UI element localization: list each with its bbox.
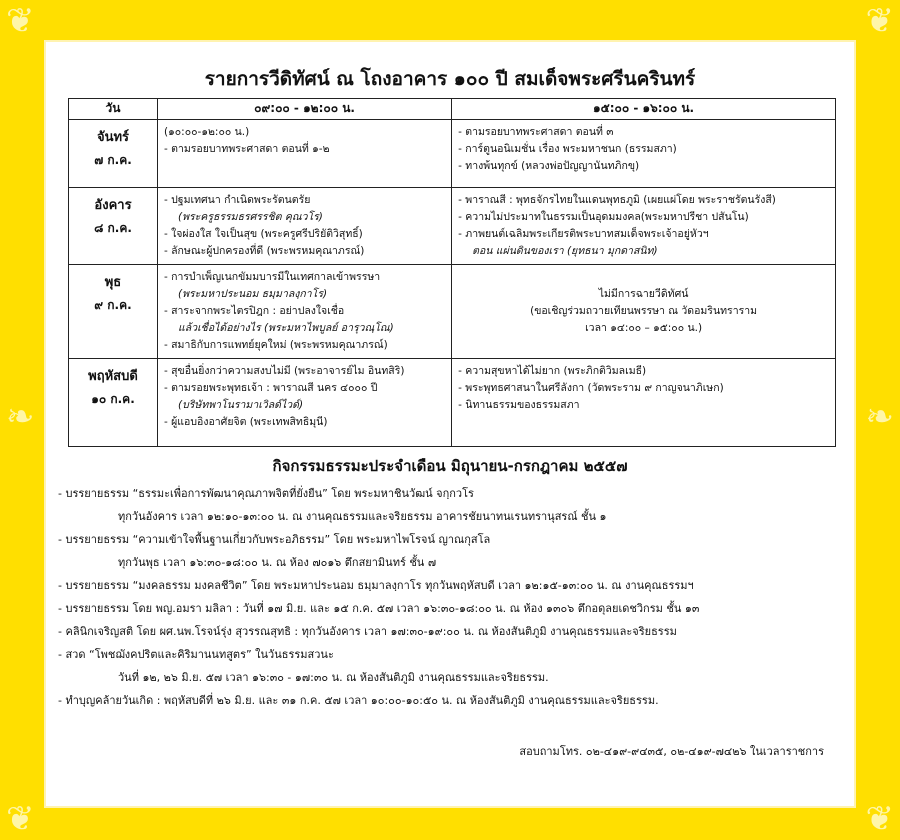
- program-item: - สมาธิกับการแพทย์ยุคใหม่ (พระพรหมคุณาภรณ์): [164, 339, 388, 351]
- corner-ornament-icon: ❦: [6, 1, 35, 41]
- day-name: อังคาร: [94, 198, 132, 213]
- side-ornament-icon: ❧: [865, 397, 894, 437]
- program-item: (พระมหาประนอม ธมฺมาลงฺกาโร): [178, 288, 328, 300]
- program-item: - ปฐมเทศนา กำเนิดพระรัตนตรัย: [164, 194, 311, 206]
- morning-cell: [158, 188, 452, 265]
- program-item: - การบำเพ็ญเนกขัมมบารมีในเทศกาลเข้าพรรษา: [164, 271, 381, 283]
- day-date: ๑๐ ก.ค.: [91, 392, 135, 406]
- activity-line: วันที่ ๑๒, ๒๖ มิ.ย. ๕๗ เวลา ๑๖:๓๐ - ๑๗:๓๐ น. ณ ห้องสันติภูมิ งานคุณธรรมและจริยธรรม.: [118, 671, 549, 684]
- activity-line: ทุกวันอังคาร เวลา ๑๒:๑๐-๑๓:๐๐ น. ณ งานคุณธรรมและจริยธรรม อาคารชัยนาทนเรนทรานุสรณ์ ชั้น ๑: [118, 510, 607, 523]
- program-item: - การ์ตูนอนิเมชั่น เรื่อง พระมหาชนก (ธรรมสภา): [458, 143, 677, 155]
- activity-line: - สวด “โพชฌังคปริตและคิริมานนทสูตร” ในวันธรรมสวนะ: [58, 648, 334, 661]
- table-row: [69, 120, 836, 188]
- activity-line: - บรรยายธรรม “ความเข้าใจพื้นฐานเกี่ยวกับพระอภิธรรม” โดย พระมหาไพโรจน์ ญาณกุสโล: [58, 533, 491, 546]
- program-item: - พระพุทธศาสนาในศรีลังกา (วัดพระราม ๙ กาญจนาภิเษก): [458, 382, 724, 394]
- program-item: - ตามรอยบาทพระศาสดา ตอนที่ ๓: [458, 126, 614, 138]
- side-ornament-icon: ❧: [6, 397, 35, 437]
- schedule-header-row: [69, 99, 836, 120]
- activity-line: ทุกวันพุธ เวลา ๑๖:๓๐-๑๘:๐๐ น. ณ ห้อง ๗๐๑๖ ตึกสยามินทร์ ชั้น ๗: [118, 556, 437, 569]
- program-item: - ผู้แอบอิงอาศัยจิต (พระเทพสิทธิมุนี): [164, 416, 328, 428]
- table-row: [69, 188, 836, 265]
- day-cell: [69, 265, 158, 359]
- day-name: พฤหัสบดี: [88, 369, 138, 384]
- afternoon-cell: [452, 120, 836, 188]
- program-item: - ตามรอยบาทพระศาสดา ตอนที่ ๑-๒: [164, 143, 330, 155]
- program-item: (๑๐:๐๐-๑๒:๐๐ น.): [164, 126, 250, 138]
- day-cell: [69, 359, 158, 447]
- day-cell: [69, 120, 158, 188]
- program-item: (บริษัทพาโนรามาเวิลด์ไวด์): [178, 399, 304, 411]
- afternoon-cell: [452, 188, 836, 265]
- program-item: - นิทานธรรมของธรรมสภา: [458, 399, 580, 411]
- header-day: วัน: [69, 99, 158, 120]
- activity-line: - บรรยายธรรม “ธรรมะเพื่อการพัฒนาคุณภาพจิตที่ยั่งยืน” โดย พระมหาชินวัฒน์ จกฺกวโร: [58, 487, 474, 500]
- activity-line: - คลินิกเจริญสติ โดย ผศ.นพ.โรจน์รุ่ง สุวรรณสุทธิ : ทุกวันอังคาร เวลา ๑๗:๓๐-๑๙:๐๐ น. ณ ห้องสันติภูมิ งานคุณธรรมและจริยธรรม: [58, 625, 677, 638]
- activity-line: - บรรยายธรรม โดย พญ.อมรา มลิลา : วันที่ ๑๗ มิ.ย. และ ๑๕ ก.ค. ๕๗ เวลา ๑๖:๓๐-๑๘:๐๐ น. ณ ห้อง ๑๓๐๖ ตึกอดุลยเดชวิกรม ชั้น ๑๓: [58, 602, 700, 615]
- program-item: - สาระจากพระไตรปิฎก : อย่าปลงใจเชื่อ: [164, 305, 345, 317]
- day-date: ๙ ก.ค.: [94, 298, 132, 312]
- program-item: ตอน แผ่นดินของเรา (ยุทธนา มุกดาสนิท): [472, 245, 658, 257]
- program-item: แล้วเชื่อได้อย่างไร (พระมหาไพบูลย์ อารุวณฺโณ): [178, 322, 394, 334]
- activity-line: - บรรยายธรรม “มงคลธรรม มงคลชีวิต” โดย พระมหาประนอม ธมฺมาลงฺกาโร ทุกวันพฤหัสบดี เวลา ๑๒:๑๕-๑๓:๐๐ น. ณ งานคุณธรรมฯ: [58, 579, 694, 592]
- day-name: พุธ: [104, 275, 122, 290]
- table-row: [69, 359, 836, 447]
- day-name: จันทร์: [96, 130, 130, 145]
- program-item: (พระครูธรรมธรศรรชิต คุณวโร): [178, 211, 323, 223]
- morning-cell: [158, 120, 452, 188]
- activities-list: [58, 482, 848, 712]
- activities-title: กิจกรรมธรรมะประจำเดือน มิถุนายน-กรกฎาคม ๒๕๕๗: [272, 457, 628, 475]
- header-afternoon: ๑๕:๐๐ - ๑๖:๐๐ น.: [452, 99, 836, 120]
- corner-ornament-icon: ❦: [6, 799, 35, 839]
- header-morning: ๐๙:๐๐ - ๑๒:๐๐ น.: [158, 99, 452, 120]
- day-date: ๘ ก.ค.: [94, 221, 132, 235]
- program-item: ไม่มีการฉายวีดิทัศน์: [598, 288, 689, 300]
- corner-ornament-icon: ❦: [865, 799, 894, 839]
- program-item: - ตามรอยพระพุทธเจ้า : พาราณสี นคร ๔๐๐๐ ปี: [164, 382, 378, 394]
- program-item: - ภาพยนต์เฉลิมพระเกียรติพระบาทสมเด็จพระเจ้าอยู่หัวฯ: [458, 228, 709, 240]
- program-item: - พาราณสี : พุทธจักรไทยในแดนพุทธภูมิ (เผยแผ่โดย พระราชรัตนรังสี): [458, 194, 776, 206]
- program-item: - ทางพ้นทุกข์ (หลวงพ่อปัญญานันทภิกขุ): [458, 160, 640, 172]
- program-item: - สุขอื่นยิ่งกว่าความสงบไม่มี (พระอาจารย์ไม อินทสิริ): [164, 365, 405, 377]
- program-item: เวลา ๑๔:๐๐ – ๑๕:๐๐ น.): [585, 322, 703, 334]
- page-title: รายการวีดิทัศน์ ณ โถงอาคาร ๑๐๐ ปี สมเด็จพระศรีนครินทร์: [204, 68, 696, 90]
- program-item: - ความสุขหาได้ไม่ยาก (พระภิกติวิมลเมธี): [458, 365, 647, 377]
- activity-line: - ทำบุญคล้ายวันเกิด : พฤหัสบดีที่ ๒๖ มิ.ย. และ ๓๑ ก.ค. ๕๗ เวลา ๑๐:๐๐-๑๐:๕๐ น. ณ ห้องสันติภูมิ งานคุณธรรมและจริยธรรม.: [58, 694, 659, 707]
- notice-paper: [44, 40, 856, 808]
- corner-ornament-icon: ❦: [865, 1, 894, 41]
- afternoon-cell: [452, 265, 836, 359]
- program-item: - ใจผ่องใส ใจเป็นสุข (พระครูศรีปริยัติวิสุทธิ์): [164, 228, 363, 240]
- day-date: ๗ ก.ค.: [94, 153, 132, 167]
- table-row: [69, 265, 836, 359]
- program-item: (ขอเชิญร่วมถวายเทียนพรรษา ณ วัดอมรินทราราม: [530, 305, 758, 317]
- morning-cell: [158, 359, 452, 447]
- morning-cell: [158, 265, 452, 359]
- contact-footer: สอบถามโทร. ๐๒-๔๑๙-๙๔๓๕, ๐๒-๔๑๙-๗๔๒๖ ในเวลาราชการ: [519, 745, 824, 758]
- program-item: - ความไม่ประมาทในธรรมเป็นอุดมมงคล(พระมหาปรีชา ปสันโน): [458, 211, 749, 223]
- schedule-table: [68, 98, 836, 447]
- afternoon-cell: [452, 359, 836, 447]
- program-item: - ลักษณะผู้ปกครองที่ดี (พระพรหมคุณาภรณ์): [164, 245, 365, 257]
- day-cell: [69, 188, 158, 265]
